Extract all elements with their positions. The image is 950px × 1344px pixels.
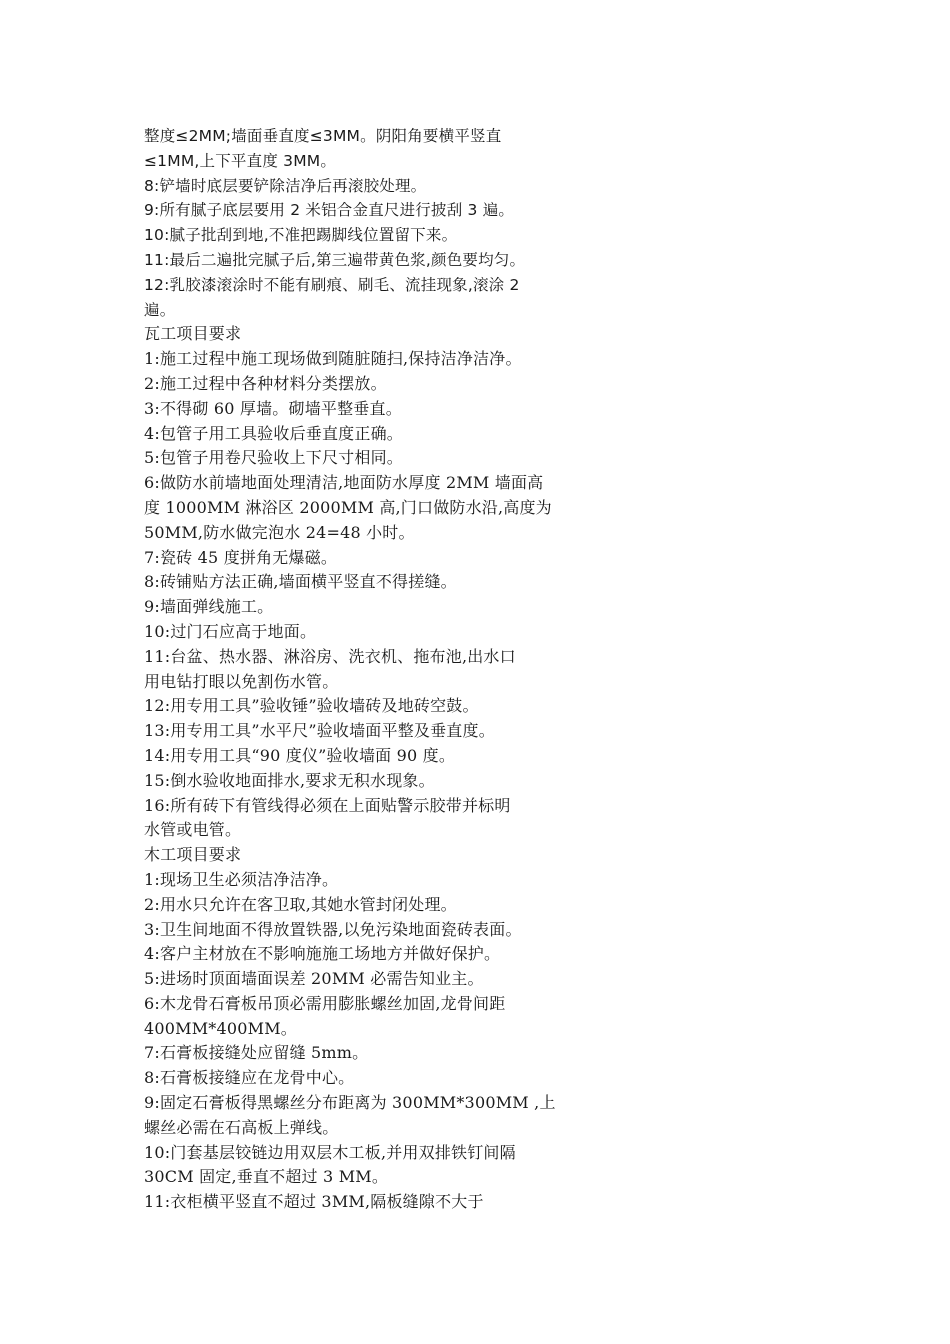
- document-line: 9:所有腻子底层要用 2 米铝合金直尺进行披刮 3 遍。: [144, 201, 515, 220]
- document-line: 30CM 固定,垂直不超过 3 MM。: [144, 1167, 389, 1187]
- document-line: 度 1000MM 淋浴区 2000MM 高,门口做防水沿,高度为: [144, 497, 552, 517]
- document-line: 整度≤2MM;墙面垂直度≤3MM。阴阳角要横平竖直: [144, 127, 502, 145]
- section-heading-tiling: 瓦工项目要求: [144, 324, 242, 344]
- document-line: 7:石膏板接缝处应留缝 5mm。: [144, 1043, 369, 1063]
- document-line: 12:乳胶漆滚涂时不能有刷痕、刷毛、流挂现象,滚涂 2: [144, 275, 520, 294]
- document-line: 11:衣柜横平竖直不超过 3MM,隔板缝隙不大于: [144, 1192, 484, 1212]
- document-line: 1:现场卫生必须洁净洁净。: [144, 869, 339, 889]
- document-line: 2:用水只允许在客卫取,其她水管封闭处理。: [144, 894, 457, 914]
- document-line: 9:墙面弹线施工。: [144, 597, 274, 617]
- document-line: 4:包管子用工具验收后垂直度正确。: [144, 423, 403, 443]
- document-body: [144, 124, 604, 1215]
- document-line: 8:砖铺贴方法正确,墙面横平竖直不得搓缝。: [144, 572, 457, 592]
- document-line: 8:铲墙时底层要铲除洁净后再滚胶处理。: [144, 176, 427, 195]
- document-line: 3:不得砌 60 厚墙。砌墙平整垂直。: [144, 398, 402, 418]
- document-line: 13:用专用工具”水平尺”验收墙面平整及垂直度。: [144, 721, 495, 741]
- document-line: 螺丝必需在石高板上弹线。: [144, 1117, 339, 1137]
- document-line: 用电钻打眼以免割伤水管。: [144, 671, 339, 691]
- document-line: 15:倒水验收地面排水,要求无积水现象。: [144, 770, 435, 790]
- document-line: 10:腻子批刮到地,不准把踢脚线位置留下来。: [144, 226, 458, 245]
- document-line: 400MM*400MM。: [144, 1018, 298, 1038]
- document-line: 3:卫生间地面不得放置铁器,以免污染地面瓷砖表面。: [144, 919, 522, 939]
- document-line: 10:门套基层铰链边用双层木工板,并用双排铁钉间隔: [144, 1142, 516, 1162]
- document-line: 2:施工过程中各种材料分类摆放。: [144, 373, 387, 393]
- document-line: 11:最后二遍批完腻子后,第三遍带黄色浆,颜色要均匀。: [144, 250, 526, 269]
- document-line: 遍。: [144, 300, 176, 319]
- document-line: 5:包管子用卷尺验收上下尺寸相同。: [144, 448, 403, 468]
- document-line: 11:台盆、热水器、淋浴房、洗衣机、拖布池,出水口: [144, 646, 516, 666]
- document-line: 6:做防水前墙地面处理清洁,地面防水厚度 2MM 墙面高: [144, 473, 544, 493]
- section-heading-carpentry: 木工项目要求: [144, 845, 242, 865]
- document-line: 4:客户主材放在不影响施施工场地方并做好保护。: [144, 944, 501, 964]
- document-line: 16:所有砖下有管线得必须在上面贴警示胶带并标明: [144, 795, 511, 815]
- document-line: 6:木龙骨石膏板吊顶必需用膨胀螺丝加固,龙骨间距: [144, 993, 506, 1013]
- document-line: 12:用专用工具”验收锤”验收墙砖及地砖空鼓。: [144, 696, 479, 716]
- document-line: 7:瓷砖 45 度拼角无爆磁。: [144, 547, 338, 567]
- document-line: 1:施工过程中施工现场做到随脏随扫,保持洁净洁净。: [144, 349, 522, 369]
- document-line: 水管或电管。: [144, 820, 242, 840]
- document-line: 14:用专用工具“90 度仪”验收墙面 90 度。: [144, 745, 456, 765]
- document-line: 10:过门石应高于地面。: [144, 621, 317, 641]
- document-line: 50MM,防水做完泡水 24=48 小时。: [144, 522, 415, 542]
- document-line: 8:石膏板接缝应在龙骨中心。: [144, 1068, 355, 1088]
- document-line: 9:固定石膏板得黑螺丝分布距离为 300MM*300MM ,上: [144, 1093, 556, 1113]
- document-line: 5:进场时顶面墙面误差 20MM 必需告知业主。: [144, 969, 484, 989]
- document-line: ≤1MM,上下平直度 3MM。: [144, 151, 337, 170]
